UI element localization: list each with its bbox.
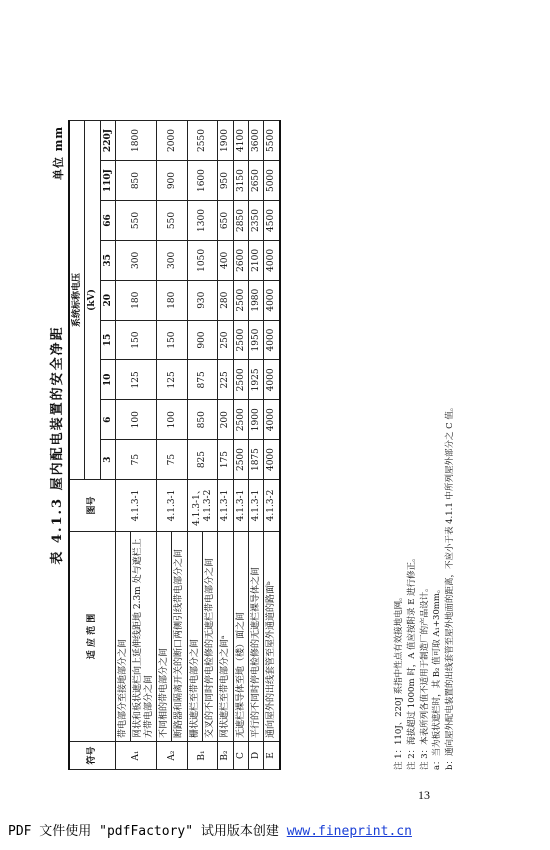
row-figure: 4.1.3-1 [233, 480, 248, 532]
row-value: 650 [218, 201, 233, 241]
header-voltage-1: 6 [100, 400, 115, 440]
row-symbol: B₁ [187, 742, 218, 770]
row-value: 1800 [116, 121, 157, 161]
row-value: 2500 [233, 280, 248, 320]
header-figure: 图号 [69, 480, 116, 532]
row-value: 5500 [264, 121, 280, 161]
row-symbol: E [264, 742, 280, 770]
note-line: 注 1：110J、220J 系指中性点有效接地电网。 [394, 592, 404, 770]
safety-clearance-table [68, 120, 281, 770]
row-value: 550 [116, 201, 157, 241]
row-value: 2500 [233, 440, 248, 480]
row-scope: 栅状遮栏至带电部分之间 [187, 532, 202, 742]
pdf-footer [8, 820, 412, 839]
row-value: 4000 [264, 280, 280, 320]
row-symbol: D [249, 742, 264, 770]
row-value: 4000 [264, 320, 280, 360]
row-figure: 4.1.3-1、4.1.3-2 [187, 480, 218, 532]
row-value: 150 [157, 320, 188, 360]
row-value: 280 [218, 280, 233, 320]
row-value: 2500 [233, 360, 248, 400]
row-scope: 网状遮栏至带电部分之间ᵃ [218, 532, 233, 742]
row-value: 4100 [233, 121, 248, 161]
row-value: 1925 [249, 360, 264, 400]
header-voltage-0: 3 [100, 440, 115, 480]
row-value: 2000 [157, 121, 188, 161]
page-number: 13 [418, 788, 430, 802]
row-value: 125 [157, 360, 188, 400]
row-value: 300 [157, 240, 188, 280]
row-value: 4000 [264, 360, 280, 400]
row-value: 125 [116, 360, 157, 400]
row-figure: 4.1.3-1 [249, 480, 264, 532]
table-row [116, 121, 131, 770]
row-value: 930 [187, 280, 218, 320]
header-voltage-7: 110J [100, 161, 115, 201]
row-value: 2500 [233, 400, 248, 440]
row-value: 180 [116, 280, 157, 320]
row-value: 875 [187, 360, 218, 400]
header-scope: 适 应 范 围 [69, 532, 116, 742]
note-line: 注 3：本表所列各值不适用于制造厂的产品设计。 [419, 583, 430, 770]
row-scope: 交叉的不同时停电检修的无遮栏带电部分之间 [203, 532, 218, 742]
note-line: 注 2：海拔超过 1000m 时，A 值应按附录 E 进行修正。 [406, 553, 417, 770]
row-value: 1050 [187, 240, 218, 280]
row-value: 900 [157, 161, 188, 201]
row-value: 4500 [264, 201, 280, 241]
note-line: b：通向屋外配电装置的出线套管至屋外地面的距离，不应小于表 4.1.1 中所列屋外部分之 C 值。 [445, 402, 455, 770]
row-symbol: A₁ [116, 742, 157, 770]
note-line: a：当为板状遮栏时，其 B₂ 值可取 A₁+30mm。 [432, 584, 443, 770]
table-row [218, 121, 233, 770]
row-value: 300 [116, 240, 157, 280]
header-symbol: 符号 [69, 742, 116, 770]
row-symbol: C [233, 742, 248, 770]
row-scope: 不同相的带电部分之间 [157, 532, 172, 742]
row-scope: 无遮栏裸导体至地（楼）面之间 [233, 532, 248, 742]
row-value: 2650 [249, 161, 264, 201]
row-value: 3600 [249, 121, 264, 161]
row-figure: 4.1.3-1 [218, 480, 233, 532]
rotated-table-block [48, 120, 488, 770]
header-voltage-5: 35 [100, 240, 115, 280]
row-value: 1300 [187, 201, 218, 241]
row-value: 950 [218, 161, 233, 201]
header-voltage-2: 10 [100, 360, 115, 400]
footer-text: PDF 文件使用 "pdfFactory" 试用版本创建 [8, 824, 287, 839]
row-value: 2550 [187, 121, 218, 161]
table-row [187, 121, 202, 770]
header-voltage-8: 220J [100, 121, 115, 161]
row-value: 200 [218, 400, 233, 440]
row-scope: 平行的不同时停电检修的无遮栏裸导体之间 [249, 532, 264, 742]
row-value: 3150 [233, 161, 248, 201]
row-value: 1950 [249, 320, 264, 360]
row-scope: 带电部分至接地部分之间 [116, 532, 131, 742]
rotated-table-region [48, 120, 488, 770]
row-value: 75 [116, 440, 157, 480]
row-figure: 4.1.3-2 [264, 480, 280, 532]
row-scope: 通向屋外的出线套管至屋外通道的路面ᵇ [264, 532, 280, 742]
row-value: 2600 [233, 240, 248, 280]
row-value: 550 [157, 201, 188, 241]
row-value: 850 [187, 400, 218, 440]
row-value: 4000 [264, 440, 280, 480]
row-value: 1600 [187, 161, 218, 201]
row-figure: 4.1.3-1 [116, 480, 157, 532]
header-voltage-unit: (kV) [85, 121, 100, 480]
header-voltage-group: 系统标称电压 [69, 121, 85, 480]
header-voltage-4: 20 [100, 280, 115, 320]
table-notes [393, 120, 457, 770]
row-value: 1980 [249, 280, 264, 320]
row-value: 850 [116, 161, 157, 201]
table-row [233, 121, 248, 770]
row-value: 2100 [249, 240, 264, 280]
table-caption: 表 4.1.3 屋内配电装置的安全净距 [50, 325, 65, 565]
header-voltage-6: 66 [100, 201, 115, 241]
row-value: 100 [116, 400, 157, 440]
row-figure: 4.1.3-1 [157, 480, 188, 532]
row-value: 150 [116, 320, 157, 360]
row-value: 4000 [264, 400, 280, 440]
row-symbol: A₂ [157, 742, 188, 770]
row-scope: 断路器和隔离开关的断口两侧引线带电部分之间 [172, 532, 187, 742]
row-value: 100 [157, 400, 188, 440]
row-value: 2500 [233, 320, 248, 360]
row-value: 2350 [249, 201, 264, 241]
row-value: 225 [218, 360, 233, 400]
row-value: 1900 [218, 121, 233, 161]
row-value: 75 [157, 440, 188, 480]
row-value: 400 [218, 240, 233, 280]
row-value: 900 [187, 320, 218, 360]
row-value: 1875 [249, 440, 264, 480]
table-row [264, 121, 280, 770]
row-value: 825 [187, 440, 218, 480]
row-value: 250 [218, 320, 233, 360]
row-value: 175 [218, 440, 233, 480]
row-value: 2850 [233, 201, 248, 241]
row-value: 180 [157, 280, 188, 320]
header-voltage-3: 15 [100, 320, 115, 360]
footer-link[interactable]: www.fineprint.cn [286, 824, 412, 839]
table-unit: 单位 mm [52, 126, 65, 181]
row-symbol: B₂ [218, 742, 233, 770]
table-body [116, 121, 280, 770]
table-row [249, 121, 264, 770]
row-value: 5000 [264, 161, 280, 201]
row-value: 4000 [264, 240, 280, 280]
table-row [157, 121, 172, 770]
row-scope: 网状和板状遮栏向上延伸线距地 2.3m 处与遮栏上方带电部分之间 [131, 532, 157, 742]
row-value: 1900 [249, 400, 264, 440]
